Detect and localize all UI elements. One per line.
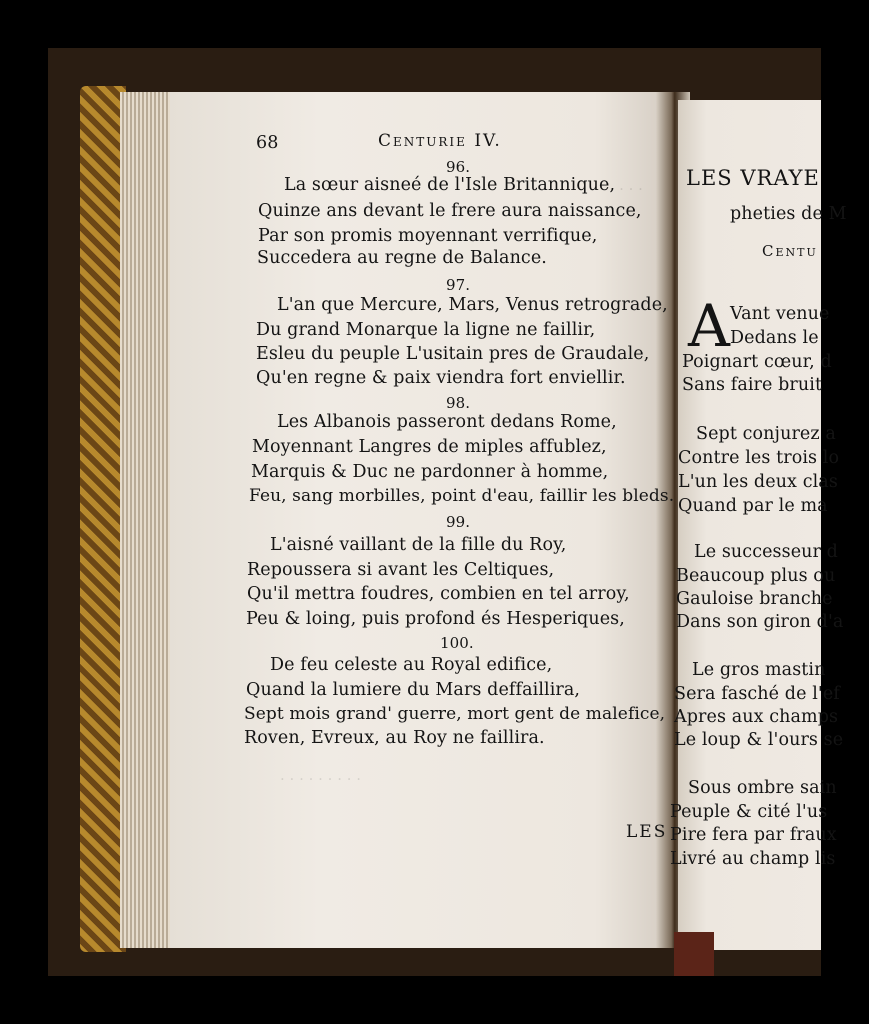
verse-line: La sœur aisneé de l'Isle Britannique, <box>284 175 616 195</box>
quatrain-number: 97. <box>446 276 471 294</box>
verse-line: L'un les deux clas <box>678 472 838 492</box>
right-page-section: Centu <box>762 242 818 260</box>
verse-line: Peuple & cité l'us <box>670 802 828 822</box>
quatrain-number: 96. <box>446 158 471 176</box>
verse-line: Du grand Monarque la ligne ne faillir, <box>256 320 596 340</box>
verse-line: Quinze ans devant le frere aura naissance, <box>258 201 642 221</box>
quatrain-number: 100. <box>440 634 474 652</box>
verse-line: Livré au champ lis <box>670 849 836 869</box>
verse-line: Contre les trois lo <box>678 448 840 468</box>
verse-line: Apres aux champs <box>674 707 839 727</box>
right-page-text <box>670 100 847 900</box>
verse-line: Poignart cœur, d <box>682 352 832 372</box>
verse-line: Moyennant Langres de miples affublez, <box>252 437 607 457</box>
verse-line: Le gros mastin <box>692 660 826 680</box>
verse-line: Le successeur d <box>694 542 838 562</box>
verse-line: Par son promis moyennant verrifique, <box>258 226 598 246</box>
drop-cap: A <box>688 292 730 360</box>
bleed-through-text: · · · · · <box>600 180 643 198</box>
right-page-title: LES VRAYE <box>686 166 820 190</box>
verse-line: Quand la lumiere du Mars deffaillira, <box>246 680 581 700</box>
verse-line: L'aisné vaillant de la fille du Roy, <box>270 535 567 555</box>
verse-line: Pire fera par fraux <box>670 825 837 845</box>
verse-line: Vant venue <box>730 304 830 324</box>
verse-line: Sept conjurez a <box>696 424 836 444</box>
verse-line: Qu'il mettra foudres, combien en tel arroy, <box>247 584 630 604</box>
verse-line: Sans faire bruit <box>682 375 823 395</box>
verse-line: L'an que Mercure, Mars, Venus retrograde, <box>277 295 668 315</box>
verse-line: Roven, Evreux, au Roy ne faillira. <box>244 728 545 748</box>
verse-line: Peu & loing, puis profond és Hesperiques, <box>246 609 625 629</box>
verse-line: Repoussera si avant les Celtiques, <box>247 560 555 580</box>
verse-line: Le loup & l'ours se <box>674 730 844 750</box>
verse-line: Sera fasché de l'ef <box>674 684 840 704</box>
quatrain-number: 98. <box>446 394 471 412</box>
verse-line: Feu, sang morbilles, point d'eau, faillir les bleds. <box>249 486 675 506</box>
bleed-through-text: · · · · · · · · · <box>280 770 362 788</box>
verse-line: Sept mois grand' guerre, mort gent de malefice, <box>244 704 666 724</box>
running-head: Centurie IV. <box>378 131 502 151</box>
quatrain-number: 99. <box>446 513 471 531</box>
verse-line: Esleu du peuple L'usitain pres de Graudale, <box>256 344 650 364</box>
verse-line: Dedans le <box>730 328 819 348</box>
verse-line: Sous ombre sain <box>688 778 837 798</box>
verse-line: Quand par le ma <box>678 496 828 516</box>
verse-line: Qu'en regne & paix viendra fort enviellir. <box>256 368 626 388</box>
right-page-subtitle: pheties de M <box>730 204 847 224</box>
page-number: 68 <box>256 133 279 153</box>
verse-line: Les Albanois passeront dedans Rome, <box>277 412 617 432</box>
verse-line: Gauloise branche <box>676 589 833 609</box>
catchword: LES <box>626 822 668 842</box>
bookmark-ribbon <box>674 932 714 976</box>
verse-line: Succedera au regne de Balance. <box>257 248 547 268</box>
verse-line: Marquis & Duc ne pardonner à homme, <box>251 462 609 482</box>
verse-line: Dans son giron d'a <box>676 612 844 632</box>
verse-line: Beaucoup plus ou <box>676 566 836 586</box>
page-edges <box>120 92 174 948</box>
verse-line: De feu celeste au Royal edifice, <box>270 655 553 675</box>
